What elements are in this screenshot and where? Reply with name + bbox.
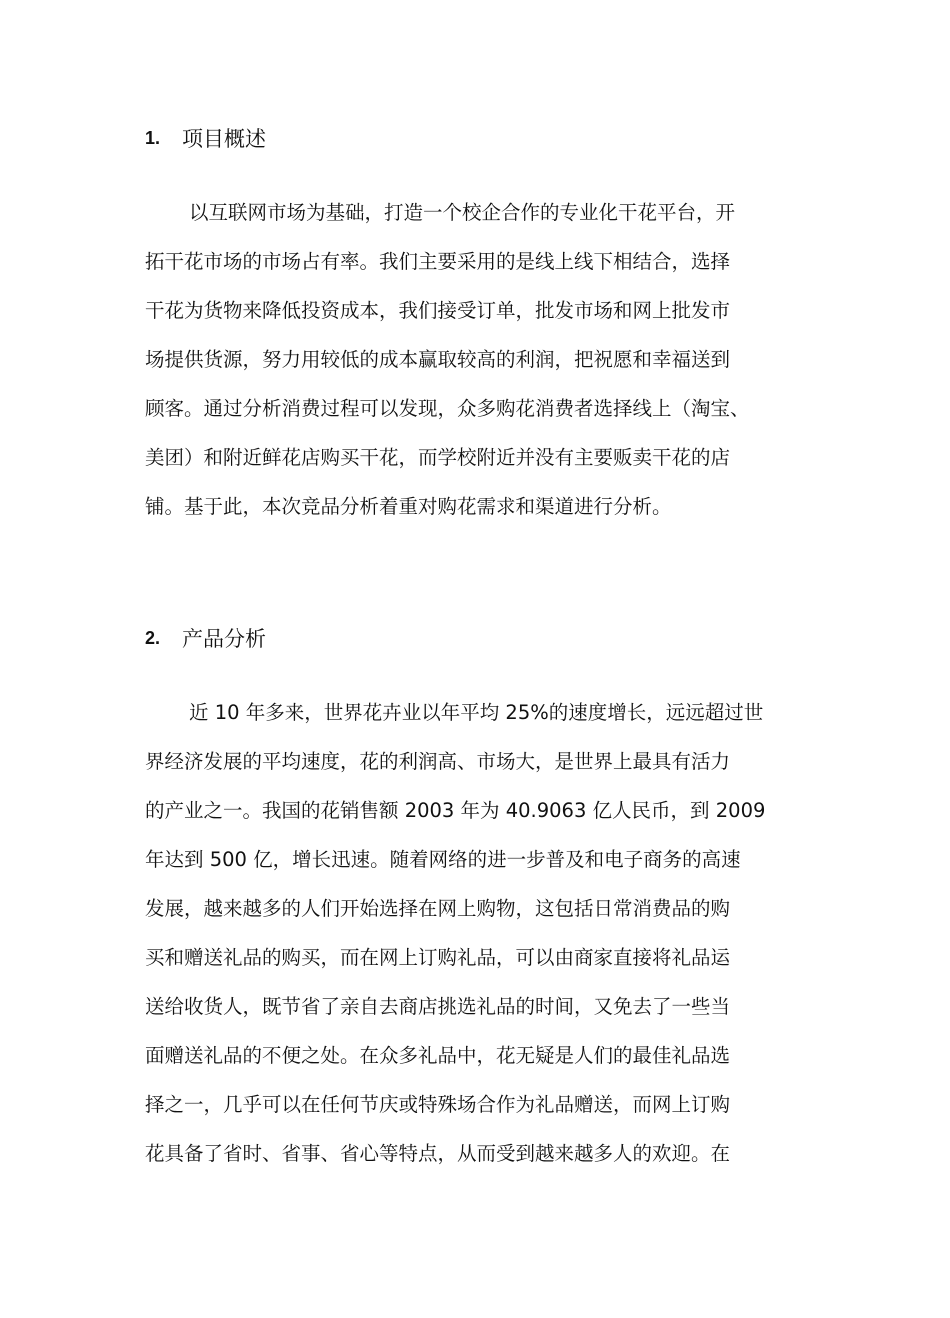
paragraph-line: 送给收货人，既节省了亲自去商店挑选礼品的时间，又免去了一些当 bbox=[145, 995, 731, 1018]
section-heading-2 bbox=[145, 623, 266, 653]
section-number: 1. bbox=[145, 127, 161, 148]
paragraph-line: 干花为货物来降低投资成本，我们接受订单，批发市场和网上批发市 bbox=[145, 299, 731, 322]
paragraph-line: 面赠送礼品的不便之处。在众多礼品中，花无疑是人们的最佳礼品选 bbox=[145, 1044, 731, 1067]
paragraph-line: 界经济发展的平均速度，花的利润高、市场大，是世界上最具有活力 bbox=[145, 750, 731, 773]
paragraph-line: 以互联网市场为基础，打造一个校企合作的专业化干花平台，开 bbox=[189, 201, 736, 224]
paragraph-line: 年达到 500 亿，增长迅速。随着网络的进一步普及和电子商务的高速 bbox=[145, 848, 741, 871]
paragraph-line: 美团）和附近鲜花店购买干花，而学校附近并没有主要贩卖干花的店 bbox=[145, 446, 731, 469]
paragraph-line: 的产业之一。我国的花销售额 2003 年为 40.9063 亿人民币，到 2009 bbox=[145, 799, 766, 822]
section-paragraph-1 bbox=[145, 188, 825, 531]
paragraph-line: 顾客。通过分析消费过程可以发现，众多购花消费者选择线上（淘宝、 bbox=[145, 397, 750, 420]
section-number: 2. bbox=[145, 627, 161, 648]
paragraph-line: 拓干花市场的市场占有率。我们主要采用的是线上线下相结合，选择 bbox=[145, 250, 731, 273]
paragraph-line: 发展，越来越多的人们开始选择在网上购物，这包括日常消费品的购 bbox=[145, 897, 731, 920]
paragraph-line: 铺。基于此，本次竞品分析着重对购花需求和渠道进行分析。 bbox=[145, 495, 672, 518]
section-title: 项目概述 bbox=[182, 127, 266, 151]
paragraph-line: 花具备了省时、省事、省心等特点，从而受到越来越多人的欢迎。在 bbox=[145, 1142, 731, 1165]
section-title: 产品分析 bbox=[182, 627, 266, 651]
section-heading-1 bbox=[145, 123, 266, 153]
paragraph-line: 近 10 年多来，世界花卉业以年平均 25%的速度增长，远远超过世 bbox=[189, 701, 764, 724]
section-paragraph-2 bbox=[145, 688, 825, 1178]
paragraph-line: 场提供货源，努力用较低的成本赢取较高的利润，把祝愿和幸福送到 bbox=[145, 348, 731, 371]
paragraph-line: 买和赠送礼品的购买，而在网上订购礼品，可以由商家直接将礼品运 bbox=[145, 946, 731, 969]
paragraph-line: 择之一，几乎可以在任何节庆或特殊场合作为礼品赠送，而网上订购 bbox=[145, 1093, 731, 1116]
